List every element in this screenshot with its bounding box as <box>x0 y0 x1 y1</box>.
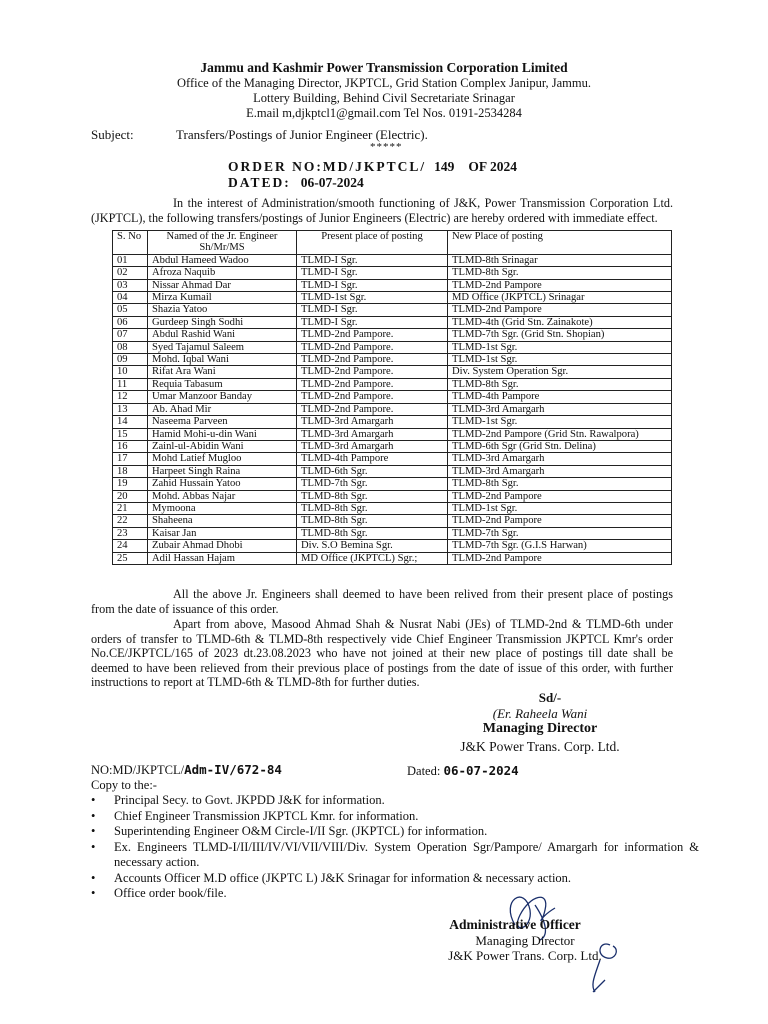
table-row <box>113 354 672 366</box>
cell-new: TLMD-7th Sgr. (Grid Stn. Shopian) <box>448 329 672 341</box>
cell-name: Hamid Mohi-u-din Wani <box>148 428 297 440</box>
cell-name: Shaheena <box>148 515 297 527</box>
cell-sno: 05 <box>113 304 148 316</box>
order-year: OF 2024 <box>468 159 517 174</box>
cell-new: TLMD-8th Sgr. <box>448 378 672 390</box>
cell-name: Naseema Parveen <box>148 416 297 428</box>
table-row <box>113 378 672 390</box>
admin-officer-sub: Managing Director <box>475 933 575 948</box>
cell-new: TLMD-2nd Pampore <box>448 490 672 502</box>
cell-sno: 15 <box>113 428 148 440</box>
cell-sno: 17 <box>113 453 148 465</box>
cell-sno: 08 <box>113 341 148 353</box>
cell-new: TLMD-2nd Pampore <box>448 552 672 564</box>
list-item: • Chief Engineer Transmission JKPTCL Kmr. for information. <box>91 809 699 825</box>
signatory-org: J&K Power Trans. Corp. Ltd. <box>460 739 620 754</box>
cell-sno: 18 <box>113 465 148 477</box>
cell-sno: 10 <box>113 366 148 378</box>
signatory-name: (Er. Raheela Wani <box>492 706 588 721</box>
letterhead <box>0 60 768 121</box>
list-item: • Accounts Officer M.D office (JKPTC L) J&K Srinagar for information & necessary action. <box>91 871 699 887</box>
table-row <box>113 391 672 403</box>
cell-sno: 23 <box>113 527 148 539</box>
cell-present: TLMD-2nd Pampore. <box>297 403 448 415</box>
cell-sno: 09 <box>113 354 148 366</box>
table-row <box>113 428 672 440</box>
cell-sno: 11 <box>113 378 148 390</box>
table-row <box>113 341 672 353</box>
cell-name: Zahid Hussain Yatoo <box>148 478 297 490</box>
table-row <box>113 552 672 564</box>
cell-sno: 19 <box>113 478 148 490</box>
cell-name: Mymoona <box>148 502 297 514</box>
header-new: New Place of posting <box>448 231 672 255</box>
table-row <box>113 329 672 341</box>
cell-present: TLMD-7th Sgr. <box>297 478 448 490</box>
cell-present: TLMD-2nd Pampore. <box>297 391 448 403</box>
cell-present: MD Office (JKPTCL) Sgr.; <box>297 552 448 564</box>
cell-name: Requia Tabasum <box>148 378 297 390</box>
cell-name: Shazia Yatoo <box>148 304 297 316</box>
cell-sno: 24 <box>113 540 148 552</box>
office-address: Office of the Managing Director, JKPTCL, Grid Station Complex Janipur, Jammu. <box>177 76 591 90</box>
cell-new: TLMD-1st Sgr. <box>448 416 672 428</box>
cell-sno: 04 <box>113 292 148 304</box>
sd-mark: Sd/- <box>538 690 562 705</box>
cell-present: TLMD-4th Pampore <box>297 453 448 465</box>
issue-dated-value: 06-07-2024 <box>443 763 519 778</box>
order-date-line <box>228 175 364 191</box>
additional-paragraph: Apart from above, Masood Ahmad Shah & Nusrat Nabi (JEs) of TLMD-2nd & TLMD-6th under orders of transfer to TLMD-6th & TLMD-8th respectively vide Chief Engineer Transmission JKPTCL Kmr's order No.CE/JKPTCL/165 of 2023 dt.23.08.2023 who have not joined at their new place of postings till date shall be deemed to have been relieved from their previous place of postings from the date of issue of this order, with further instructions to report at TLMD-6th & TLMD-8th for further duties. <box>91 617 673 689</box>
cell-sno: 03 <box>113 279 148 291</box>
table-row <box>113 502 672 514</box>
cell-new: Div. System Operation Sgr. <box>448 366 672 378</box>
cell-present: TLMD-1st Sgr. <box>297 292 448 304</box>
table-row <box>113 540 672 552</box>
order-dated-value: 06-07-2024 <box>300 175 364 190</box>
transfers-table <box>112 230 672 565</box>
separator-stars: ***** <box>370 141 403 153</box>
cell-present: TLMD-I Sgr. <box>297 304 448 316</box>
table-row <box>113 304 672 316</box>
table-row <box>113 267 672 279</box>
cell-new: TLMD-8th Sgr. <box>448 267 672 279</box>
cell-sno: 01 <box>113 254 148 266</box>
cell-new: TLMD-2nd Pampore (Grid Stn. Rawalpora) <box>448 428 672 440</box>
admin-officer-org: J&K Power Trans. Corp. Ltd. <box>448 948 602 963</box>
intro-paragraph: In the interest of Administration/smooth functioning of J&K, Power Transmission Corporation Ltd. (JKPTCL), the following transfers/postings of Junior Engineers (Electric) are hereby ordered with immediate effect. <box>91 196 673 225</box>
table-row <box>113 515 672 527</box>
cell-name: Harpeet Singh Raina <box>148 465 297 477</box>
table-row <box>113 478 672 490</box>
cell-name: Umar Manzoor Banday <box>148 391 297 403</box>
cell-name: Syed Tajamul Saleem <box>148 341 297 353</box>
subject-text: Transfers/Postings of Junior Engineer (Electric). <box>176 127 428 142</box>
table-body <box>113 254 672 564</box>
table-row <box>113 440 672 452</box>
cell-new: TLMD-2nd Pampore <box>448 279 672 291</box>
cell-name: Zubair Ahmad Dhobi <box>148 540 297 552</box>
cell-name: Ab. Ahad Mir <box>148 403 297 415</box>
order-number-line <box>228 159 517 175</box>
table-row <box>113 279 672 291</box>
cell-present: TLMD-I Sgr. <box>297 267 448 279</box>
list-item: • Office order book/file. <box>91 886 699 902</box>
order-number: 149 <box>434 159 455 174</box>
list-item: • Ex. Engineers TLMD-I/II/III/IV/VI/VII/VIII/Div. System Operation Sgr/Pampore/ Amargarh for information & necessary action. <box>91 840 699 871</box>
cell-new: TLMD-7th Sgr. <box>448 527 672 539</box>
copy-to-label: Copy to the:- <box>91 778 157 792</box>
cell-new: TLMD-1st Sgr. <box>448 502 672 514</box>
subject-label: Subject: <box>91 127 134 142</box>
cell-name: Mohd Latief Mugloo <box>148 453 297 465</box>
cell-present: TLMD-8th Sgr. <box>297 527 448 539</box>
issue-no-value: Adm-IV/672-84 <box>184 762 282 777</box>
cell-name: Nissar Ahmad Dar <box>148 279 297 291</box>
cell-name: Abdul Hameed Wadoo <box>148 254 297 266</box>
cell-present: TLMD-6th Sgr. <box>297 465 448 477</box>
issue-date-line <box>407 763 519 779</box>
cell-name: Mirza Kumail <box>148 292 297 304</box>
cell-name: Adil Hassan Hajam <box>148 552 297 564</box>
table-row <box>113 527 672 539</box>
issue-dated-label: Dated: <box>407 764 441 778</box>
cell-new: TLMD-6th Sgr (Grid Stn. Delina) <box>448 440 672 452</box>
cell-present: Div. S.O Bemina Sgr. <box>297 540 448 552</box>
cell-present: TLMD-I Sgr. <box>297 279 448 291</box>
cell-sno: 06 <box>113 316 148 328</box>
office-address-2: Lottery Building, Behind Civil Secretariate Srinagar <box>253 91 515 105</box>
cell-present: TLMD-3rd Amargarh <box>297 428 448 440</box>
cell-new: TLMD-3rd Amargarh <box>448 465 672 477</box>
org-name: Jammu and Kashmir Power Transmission Corporation Limited <box>200 60 568 75</box>
cell-new: TLMD-1st Sgr. <box>448 354 672 366</box>
cell-new: TLMD-7th Sgr. (G.I.S Harwan) <box>448 540 672 552</box>
cell-present: TLMD-8th Sgr. <box>297 515 448 527</box>
cell-sno: 22 <box>113 515 148 527</box>
cell-name: Kaisar Jan <box>148 527 297 539</box>
cell-name: Rifat Ara Wani <box>148 366 297 378</box>
table-row <box>113 465 672 477</box>
cell-sno: 07 <box>113 329 148 341</box>
order-prefix: ORDER NO:MD/JKPTCL/ <box>228 159 427 174</box>
cell-name: Mohd. Iqbal Wani <box>148 354 297 366</box>
cell-new: TLMD-3rd Amargarh <box>448 403 672 415</box>
cell-new: TLMD-4th (Grid Stn. Zainakote) <box>448 316 672 328</box>
table-row <box>113 254 672 266</box>
contact-line: E.mail m,djkptcl1@gmail.com Tel Nos. 0191-2534284 <box>246 106 522 120</box>
admin-officer-title: Administrative Officer <box>449 917 581 932</box>
cell-present: TLMD-I Sgr. <box>297 254 448 266</box>
table-row <box>113 316 672 328</box>
header-present: Present place of posting <box>297 231 448 255</box>
cell-new: TLMD-2nd Pampore <box>448 304 672 316</box>
cell-sno: 14 <box>113 416 148 428</box>
header-name: Named of the Jr. Engineer Sh/Mr/MS <box>148 231 297 255</box>
cell-present: TLMD-3rd Amargarh <box>297 416 448 428</box>
cell-sno: 20 <box>113 490 148 502</box>
cell-name: Abdul Rashid Wani <box>148 329 297 341</box>
table-row <box>113 292 672 304</box>
cell-sno: 12 <box>113 391 148 403</box>
cell-new: TLMD-8th Sgr. <box>448 478 672 490</box>
relieve-paragraph: All the above Jr. Engineers shall deemed to have been relived from their present place of postings from the date of issuance of this order. <box>91 587 673 616</box>
cell-present: TLMD-2nd Pampore. <box>297 366 448 378</box>
cell-new: TLMD-8th Srinagar <box>448 254 672 266</box>
table-header-row <box>113 231 672 255</box>
cell-sno: 25 <box>113 552 148 564</box>
cell-present: TLMD-3rd Amargarh <box>297 440 448 452</box>
cell-present: TLMD-I Sgr. <box>297 316 448 328</box>
cell-new: TLMD-4th Pampore <box>448 391 672 403</box>
list-item: • Principal Secy. to Govt. JKPDD J&K for information. <box>91 793 699 809</box>
table-row <box>113 366 672 378</box>
cell-name: Mohd. Abbas Najar <box>148 490 297 502</box>
cell-new: MD Office (JKPTCL) Srinagar <box>448 292 672 304</box>
signatory-title: Managing Director <box>482 721 598 736</box>
cell-name: Zainl-ul-Abidin Wani <box>148 440 297 452</box>
issue-number-line <box>91 762 282 778</box>
cell-new: TLMD-3rd Amargarh <box>448 453 672 465</box>
cell-name: Gurdeep Singh Sodhi <box>148 316 297 328</box>
order-dated-label: DATED: <box>228 175 291 190</box>
list-item: • Superintending Engineer O&M Circle-I/II Sgr. (JKPTCL) for information. <box>91 824 699 840</box>
table-row <box>113 416 672 428</box>
cell-new: TLMD-1st Sgr. <box>448 341 672 353</box>
table-row <box>113 490 672 502</box>
cell-present: TLMD-2nd Pampore. <box>297 378 448 390</box>
cell-present: TLMD-2nd Pampore. <box>297 329 448 341</box>
cell-sno: 13 <box>113 403 148 415</box>
cell-sno: 21 <box>113 502 148 514</box>
table-row <box>113 403 672 415</box>
cell-present: TLMD-8th Sgr. <box>297 490 448 502</box>
issue-no-prefix: NO:MD/JKPTCL/ <box>91 763 185 777</box>
table-row <box>113 453 672 465</box>
cell-sno: 16 <box>113 440 148 452</box>
cell-name: Afroza Naquib <box>148 267 297 279</box>
cell-sno: 02 <box>113 267 148 279</box>
cell-present: TLMD-2nd Pampore. <box>297 341 448 353</box>
cell-present: TLMD-8th Sgr. <box>297 502 448 514</box>
cell-present: TLMD-2nd Pampore. <box>297 354 448 366</box>
header-sno: S. No <box>113 231 148 255</box>
cell-new: TLMD-2nd Pampore <box>448 515 672 527</box>
